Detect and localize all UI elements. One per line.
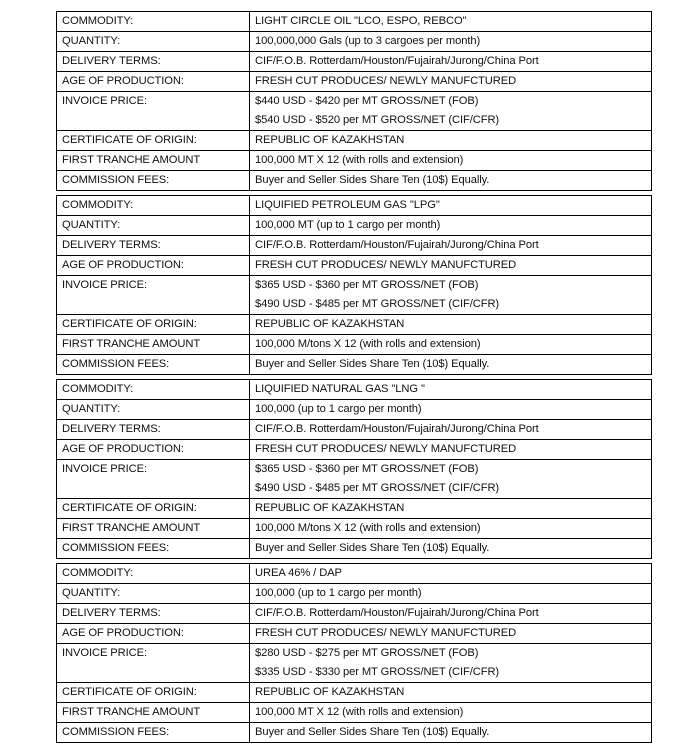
commission-fees-value: Buyer and Seller Sides Share Ten (10$) Equally. — [250, 171, 652, 191]
commodity-label: COMMODITY: — [57, 380, 250, 400]
first-tranche-amount-value: 100,000 MT X 12 (with rolls and extension) — [250, 703, 652, 723]
row-invoice-price — [57, 460, 652, 499]
row-commission-fees — [57, 723, 652, 743]
commission-fees-label: COMMISSION FEES: — [57, 539, 250, 559]
row-first-tranche-amount — [57, 519, 652, 539]
quantity-value: 100,000 (up to 1 cargo per month) — [250, 400, 652, 420]
row-first-tranche-amount — [57, 335, 652, 355]
certificate-of-origin-label: CERTIFICATE OF ORIGIN: — [57, 131, 250, 151]
quantity-value: 100,000 (up to 1 cargo per month) — [250, 584, 652, 604]
quantity-label: QUANTITY: — [57, 400, 250, 420]
delivery-terms-label: DELIVERY TERMS: — [57, 52, 250, 72]
certificate-of-origin-value: REPUBLIC OF KAZAKHSTAN — [250, 315, 652, 335]
row-delivery-terms — [57, 604, 652, 624]
commodity-table-lng — [56, 379, 652, 559]
commission-fees-label: COMMISSION FEES: — [57, 723, 250, 743]
commission-fees-value: Buyer and Seller Sides Share Ten (10$) Equally. — [250, 355, 652, 375]
row-certificate-of-origin — [57, 315, 652, 335]
invoice-price-cif: $540 USD - $520 per MT GROSS/NET (CIF/CFR) — [255, 114, 500, 126]
quantity-label: QUANTITY: — [57, 216, 250, 236]
row-commodity — [57, 564, 652, 584]
row-quantity — [57, 584, 652, 604]
invoice-price-label: INVOICE PRICE: — [57, 276, 250, 315]
row-quantity — [57, 216, 652, 236]
invoice-price-value — [250, 460, 652, 499]
first-tranche-amount-value: 100,000 MT X 12 (with rolls and extension) — [250, 151, 652, 171]
row-delivery-terms — [57, 236, 652, 256]
row-first-tranche-amount — [57, 151, 652, 171]
certificate-of-origin-value: REPUBLIC OF KAZAKHSTAN — [250, 683, 652, 703]
delivery-terms-value: CIF/F.O.B. Rotterdam/Houston/Fujairah/Jurong/China Port — [250, 604, 652, 624]
delivery-terms-value: CIF/F.O.B. Rotterdam/Houston/Fujairah/Jurong/China Port — [250, 52, 652, 72]
first-tranche-amount-label: FIRST TRANCHE AMOUNT — [57, 335, 250, 355]
commission-fees-value: Buyer and Seller Sides Share Ten (10$) Equally. — [250, 539, 652, 559]
commodity-table-lpg — [56, 195, 652, 375]
delivery-terms-label: DELIVERY TERMS: — [57, 420, 250, 440]
row-age-of-production — [57, 624, 652, 644]
first-tranche-amount-value: 100,000 M/tons X 12 (with rolls and extension) — [250, 519, 652, 539]
commission-fees-label: COMMISSION FEES: — [57, 171, 250, 191]
commodity-table-lco — [56, 11, 652, 191]
commodity-label: COMMODITY: — [57, 196, 250, 216]
row-certificate-of-origin — [57, 683, 652, 703]
delivery-terms-label: DELIVERY TERMS: — [57, 604, 250, 624]
invoice-price-fob: $280 USD - $275 per MT GROSS/NET (FOB) — [255, 647, 479, 659]
quantity-label: QUANTITY: — [57, 32, 250, 52]
row-commodity — [57, 380, 652, 400]
first-tranche-amount-label: FIRST TRANCHE AMOUNT — [57, 519, 250, 539]
commodity-value: LIQUIFIED PETROLEUM GAS "LPG" — [250, 196, 652, 216]
quantity-value: 100,000,000 Gals (up to 3 cargoes per month) — [250, 32, 652, 52]
invoice-price-value — [250, 276, 652, 315]
row-first-tranche-amount — [57, 703, 652, 723]
row-delivery-terms — [57, 52, 652, 72]
row-delivery-terms — [57, 420, 652, 440]
commission-fees-value: Buyer and Seller Sides Share Ten (10$) Equally. — [250, 723, 652, 743]
delivery-terms-label: DELIVERY TERMS: — [57, 236, 250, 256]
delivery-terms-value: CIF/F.O.B. Rotterdam/Houston/Fujairah/Jurong/China Port — [250, 420, 652, 440]
invoice-price-cif: $490 USD - $485 per MT GROSS/NET (CIF/CFR) — [255, 482, 500, 494]
row-commodity — [57, 12, 652, 32]
invoice-price-label: INVOICE PRICE: — [57, 644, 250, 683]
invoice-price-cif: $335 USD - $330 per MT GROSS/NET (CIF/CFR) — [255, 666, 500, 678]
commodity-value: LIGHT CIRCLE OIL "LCO, ESPO, REBCO" — [250, 12, 652, 32]
first-tranche-amount-label: FIRST TRANCHE AMOUNT — [57, 703, 250, 723]
row-age-of-production — [57, 256, 652, 276]
first-tranche-amount-label: FIRST TRANCHE AMOUNT — [57, 151, 250, 171]
quantity-label: QUANTITY: — [57, 584, 250, 604]
row-commission-fees — [57, 355, 652, 375]
age-of-production-label: AGE OF PRODUCTION: — [57, 440, 250, 460]
certificate-of-origin-label: CERTIFICATE OF ORIGIN: — [57, 499, 250, 519]
row-certificate-of-origin — [57, 499, 652, 519]
commodity-label: COMMODITY: — [57, 564, 250, 584]
quantity-value: 100,000 MT (up to 1 cargo per month) — [250, 216, 652, 236]
invoice-price-value — [250, 92, 652, 131]
commodity-label: COMMODITY: — [57, 12, 250, 32]
age-of-production-value: FRESH CUT PRODUCES/ NEWLY MANUFCTURED — [250, 256, 652, 276]
certificate-of-origin-label: CERTIFICATE OF ORIGIN: — [57, 683, 250, 703]
row-invoice-price — [57, 276, 652, 315]
row-commodity — [57, 196, 652, 216]
age-of-production-value: FRESH CUT PRODUCES/ NEWLY MANUFCTURED — [250, 72, 652, 92]
row-invoice-price — [57, 92, 652, 131]
certificate-of-origin-value: REPUBLIC OF KAZAKHSTAN — [250, 499, 652, 519]
row-commission-fees — [57, 539, 652, 559]
first-tranche-amount-value: 100,000 M/tons X 12 (with rolls and extension) — [250, 335, 652, 355]
commodity-table-urea — [56, 563, 652, 743]
commodity-offer-document — [56, 11, 652, 743]
commodity-value: UREA 46% / DAP — [250, 564, 652, 584]
age-of-production-value: FRESH CUT PRODUCES/ NEWLY MANUFCTURED — [250, 624, 652, 644]
invoice-price-value — [250, 644, 652, 683]
row-commission-fees — [57, 171, 652, 191]
age-of-production-label: AGE OF PRODUCTION: — [57, 624, 250, 644]
row-age-of-production — [57, 72, 652, 92]
invoice-price-label: INVOICE PRICE: — [57, 460, 250, 499]
invoice-price-fob: $365 USD - $360 per MT GROSS/NET (FOB) — [255, 279, 479, 291]
row-age-of-production — [57, 440, 652, 460]
row-quantity — [57, 400, 652, 420]
certificate-of-origin-value: REPUBLIC OF KAZAKHSTAN — [250, 131, 652, 151]
age-of-production-value: FRESH CUT PRODUCES/ NEWLY MANUFCTURED — [250, 440, 652, 460]
row-quantity — [57, 32, 652, 52]
commodity-value: LIQUIFIED NATURAL GAS "LNG " — [250, 380, 652, 400]
age-of-production-label: AGE OF PRODUCTION: — [57, 72, 250, 92]
row-invoice-price — [57, 644, 652, 683]
invoice-price-fob: $440 USD - $420 per MT GROSS/NET (FOB) — [255, 95, 479, 107]
row-certificate-of-origin — [57, 131, 652, 151]
invoice-price-label: INVOICE PRICE: — [57, 92, 250, 131]
delivery-terms-value: CIF/F.O.B. Rotterdam/Houston/Fujairah/Jurong/China Port — [250, 236, 652, 256]
certificate-of-origin-label: CERTIFICATE OF ORIGIN: — [57, 315, 250, 335]
age-of-production-label: AGE OF PRODUCTION: — [57, 256, 250, 276]
invoice-price-fob: $365 USD - $360 per MT GROSS/NET (FOB) — [255, 463, 479, 475]
commission-fees-label: COMMISSION FEES: — [57, 355, 250, 375]
invoice-price-cif: $490 USD - $485 per MT GROSS/NET (CIF/CFR) — [255, 298, 500, 310]
